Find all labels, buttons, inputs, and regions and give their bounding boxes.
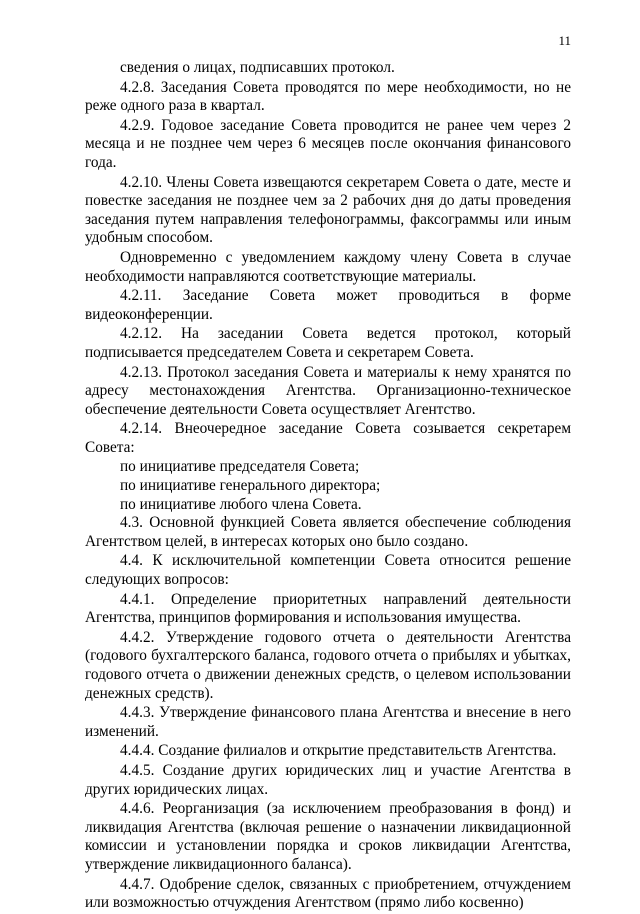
paragraph-4-2-12: 4.2.12. На заседании Совета ведется протокол, который подписывается председателем Совета и секретарем Совета. — [85, 325, 571, 361]
list-item-director: по инициативе генерального директора; — [120, 477, 381, 495]
paragraph-4-3: 4.3. Основной функцией Совета является обеспечение соблюдения Агентством целей, в интересах которых оно было создано. — [85, 514, 571, 550]
paragraph-4-2-10: 4.2.10. Члены Совета извещаются секретарем Совета о дате, месте и повестке заседания не позднее чем за 2 рабочих дня до даты проведения заседания путем направления телефонограммы, факсограммы или иным удобным способом. — [85, 173, 571, 247]
paragraph: сведения о лицах, подписавших протокол. — [120, 59, 395, 76]
paragraph-4-4-1: 4.4.1. Определение приоритетных направлений деятельности Агентства, принципов формирования и использования имущества. — [85, 590, 571, 627]
paragraph-4-4: 4.4. К исключительной компетенции Совета относится решение следующих вопросов: — [85, 552, 571, 589]
paragraph-4-4-6: 4.4.6. Реорганизация (за исключением преобразования в фонд) и ликвидация Агентства (включая решение о назначении ликвидационной комиссии и установлении порядка и сроков ликвидации Агентства, утверждение ликвидационного баланса). — [85, 800, 571, 873]
paragraph-4-2-11: 4.2.11. Заседание Совета может проводиться в форме видеоконференции. — [85, 287, 571, 323]
paragraph-4-4-5: 4.4.5. Создание других юридических лиц и участие Агентства в других юридических лицах. — [85, 761, 571, 798]
page-number: 11 — [558, 33, 571, 48]
paragraph-4-2-14: 4.2.14. Внеочередное заседание Совета созывается секретарем Совета: — [85, 420, 571, 456]
list-item-member: по инициативе любого члена Совета. — [120, 495, 362, 513]
paragraph-4-4-7: 4.4.7. Одобрение сделок, связанных с приобретением, отчуждением или возможностью отчуждения Агентством (прямо либо косвенно) — [85, 875, 571, 912]
paragraph-4-4-2: 4.4.2. Утверждение годового отчета о деятельности Агентства (годового бухгалтерского баланса, годового отчета о прибылях и убытках, годового отчета о движении денежных средств, о целевом использовании денежных средств). — [85, 628, 571, 702]
paragraph-4-4-4: 4.4.4. Создание филиалов и открытие представительств Агентства. — [120, 742, 557, 760]
paragraph-4-4-3: 4.4.3. Утверждение финансового плана Агентства и внесение в него изменений. — [85, 704, 571, 740]
paragraph-4-2-13: 4.2.13. Протокол заседания Совета и материалы к нему хранятся по адресу местонахождения Агентства. Организационно-техническое обеспечение деятельности Совета осуществляет Агентство. — [85, 363, 571, 418]
list-item-chairman: по инициативе председателя Совета; — [120, 458, 360, 476]
paragraph-notification: Одновременно с уведомлением каждому члену Совета в случае необходимости направляются соответствующие материалы. — [85, 248, 571, 285]
paragraph-4-2-8: 4.2.8. Заседания Совета проводятся по мере необходимости, но не реже одного раза в квартал. — [85, 78, 571, 115]
document-body — [85, 59, 571, 914]
paragraph-4-2-9: 4.2.9. Годовое заседание Совета проводится не ранее чем через 2 месяца и не позднее чем через 6 месяцев после окончания финансового года. — [85, 116, 571, 171]
